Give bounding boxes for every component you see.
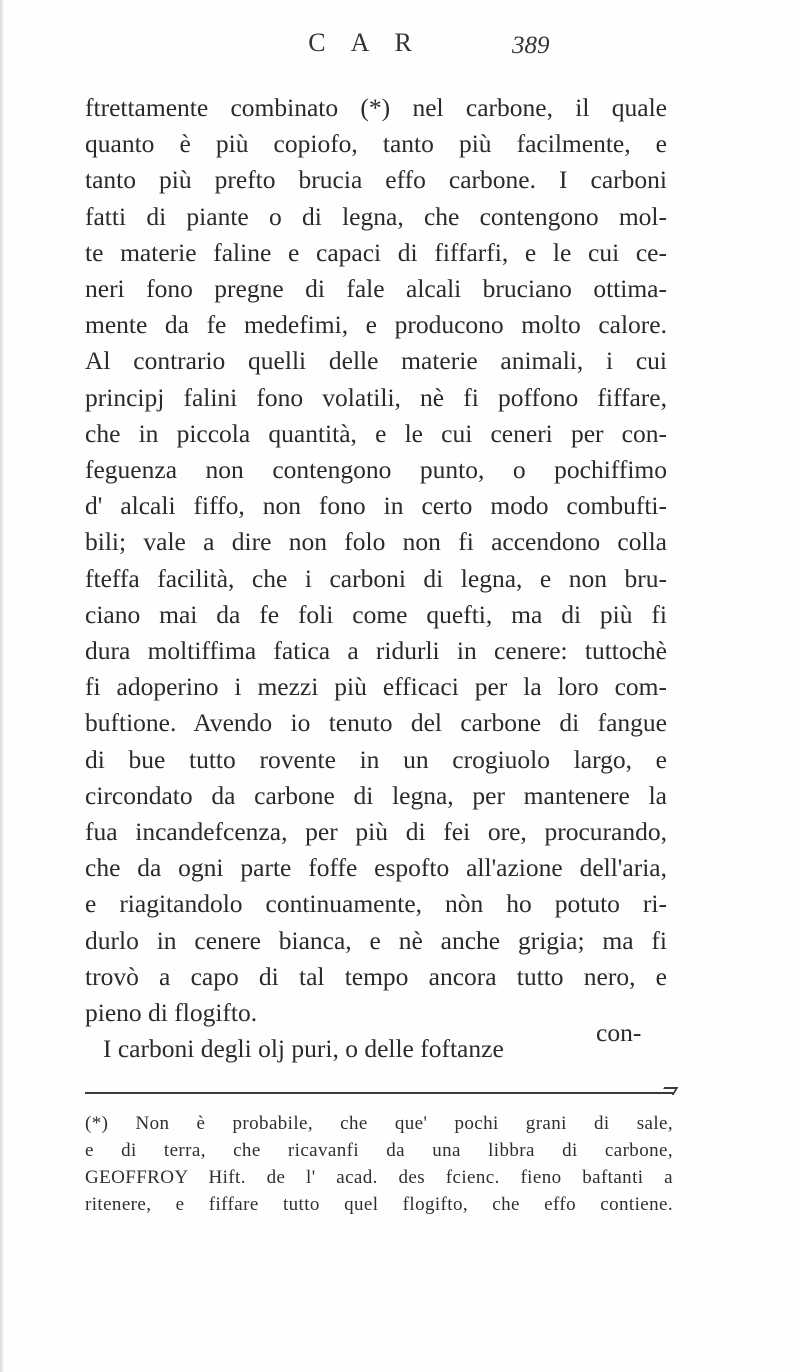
- text-line: durlo in cenere bianca, e nè anche grigia; ma fi: [85, 925, 667, 955]
- footnote-line: e di terra, che ricavanfi da una libbra di carbone,: [85, 1140, 673, 1161]
- text-line: pieno di flogifto.: [85, 998, 258, 1028]
- text-line: bili; vale a dire non folo non fi accendono colla: [85, 527, 667, 557]
- running-head: C A R: [308, 28, 422, 57]
- text-line: e riagitandolo continuamente, nòn ho potuto ri-: [85, 889, 667, 919]
- footnote-line: (*) Non è probabile, che que' pochi grani di sale,: [85, 1113, 673, 1134]
- text-line: ciano mai da fe foli come quefti, ma di più fi: [85, 599, 667, 629]
- text-line: quanto è più copiofo, tanto più facilmente, e: [85, 129, 667, 159]
- text-line: te materie faline e capaci di fiffarfi, e le cui ce-: [85, 237, 667, 267]
- text-line: fteffa facilità, che i carboni di legna, e non bru-: [85, 563, 667, 593]
- page-number: 389: [512, 32, 550, 59]
- text-line: ftrettamente combinato (*) nel carbone, il quale: [85, 93, 667, 122]
- text-line: fua incandefcenza, per più di fei ore, procurando,: [85, 817, 667, 847]
- text-line: fi adoperino i mezzi più efficaci per la loro com-: [85, 672, 667, 702]
- text-line: d' alcali fiffo, non fono in certo modo combufti-: [85, 491, 667, 521]
- page-left-edge-shadow: [0, 0, 4, 1372]
- text-line: fatti di piante o di legna, che contengono mol-: [85, 201, 667, 231]
- text-line: dura moltiffima fatica a ridurli in cenere: tuttochè: [85, 636, 667, 666]
- footnote-line: GEOFFROY Hift. de l' acad. des fcienc. fieno baftanti a: [85, 1167, 673, 1188]
- rule-end-flourish: [660, 1087, 679, 1095]
- footnote-rule: [85, 1092, 673, 1094]
- text-line: di bue tutto rovente in un crogiuolo largo, e: [85, 744, 667, 774]
- text-line: che in piccola quantità, e le cui ceneri per con-: [85, 418, 667, 448]
- text-line: mente da fe medefimi, e producono molto calore.: [85, 310, 667, 340]
- text-line: I carboni degli olj puri, o delle foftanze: [103, 1034, 504, 1064]
- main-text-block: [85, 90, 667, 1067]
- text-line: buftione. Avendo io tenuto del carbone di fangue: [85, 708, 667, 738]
- text-line: che da ogni parte foffe espofto all'azione dell'aria,: [85, 853, 667, 883]
- text-line: feguenza non contengono punto, o pochiffimo: [85, 455, 667, 485]
- footnote-block: [85, 1110, 673, 1218]
- footnote-line: ritenere, e fiffare tutto quel flogifto, che effo contiene.: [85, 1194, 673, 1215]
- catchword: con-: [596, 1018, 642, 1047]
- page-header: [0, 28, 800, 68]
- text-line: neri fono pregne di fale alcali bruciano ottima-: [85, 274, 667, 304]
- text-line: tanto più prefto brucia effo carbone. I carboni: [85, 165, 667, 195]
- text-line: Al contrario quelli delle materie animali, i cui: [85, 346, 667, 376]
- text-line: trovò a capo di tal tempo ancora tutto nero, e: [85, 961, 667, 991]
- text-line: circondato da carbone di legna, per mantenere la: [85, 780, 667, 810]
- text-line: principj falini fono volatili, nè fi poffono fiffare,: [85, 382, 667, 412]
